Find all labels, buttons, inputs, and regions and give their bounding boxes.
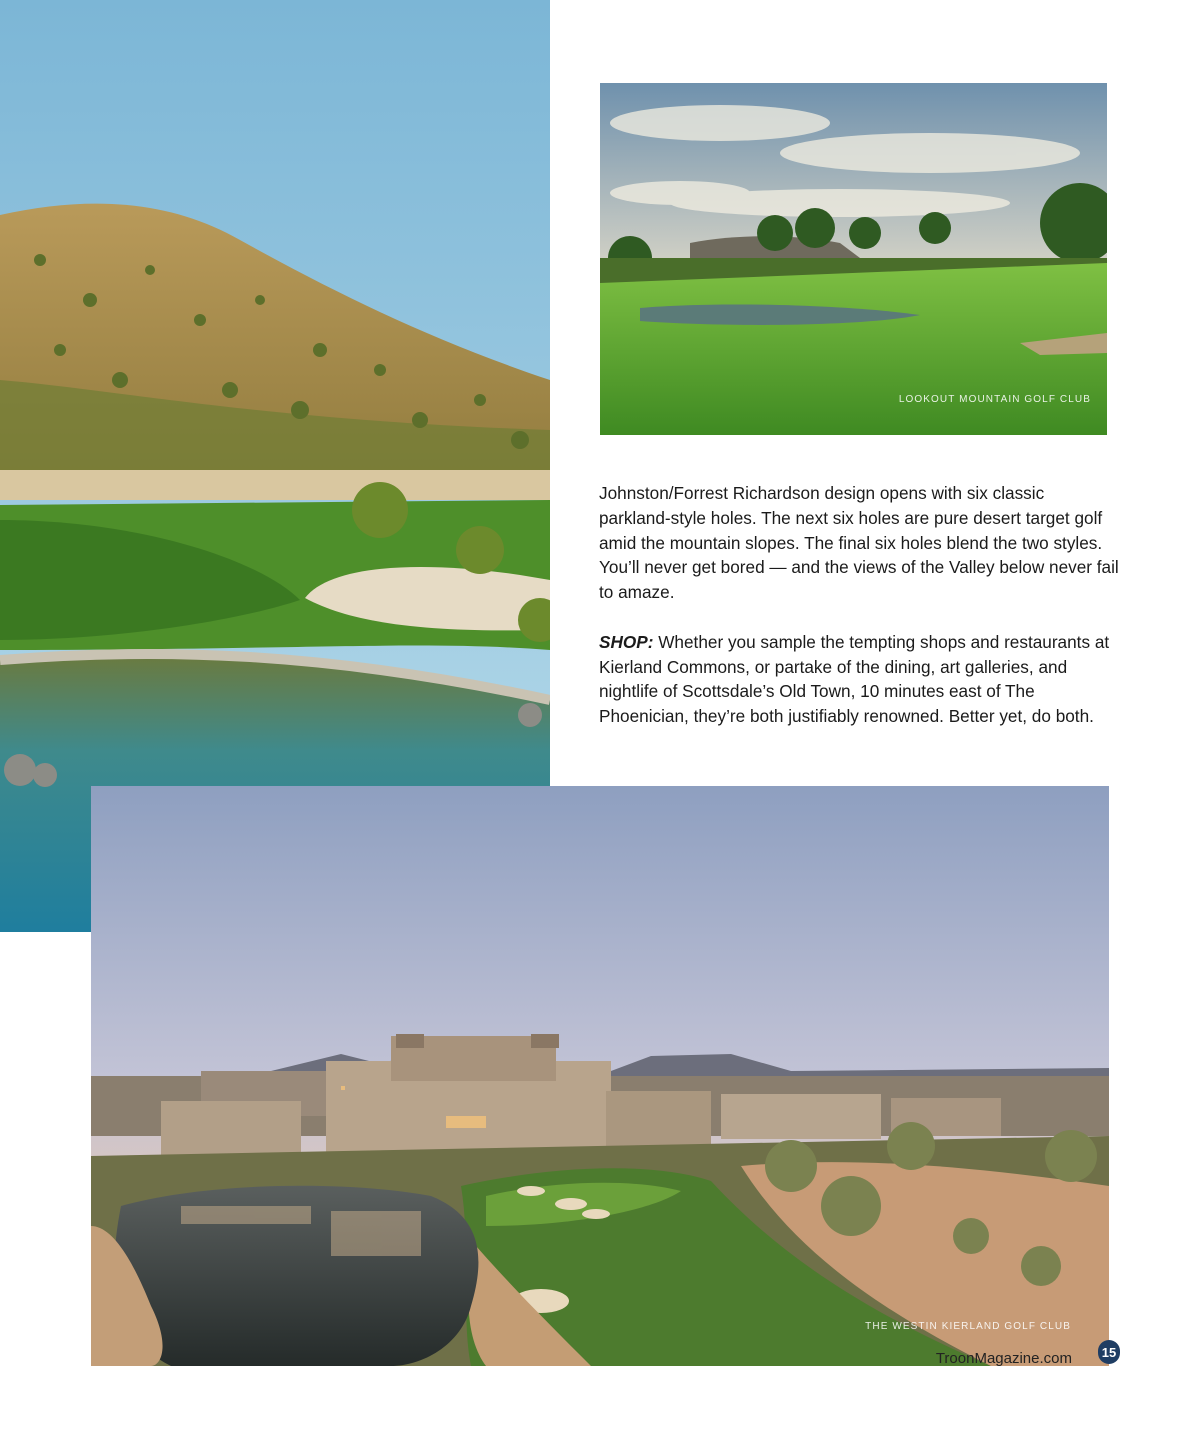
shop-label: SHOP:: [599, 631, 654, 652]
lookout-mountain-golf-photo: [600, 83, 1107, 435]
westin-kierland-golf-photo: [91, 786, 1109, 1366]
page-number-badge: 15: [1098, 1340, 1120, 1364]
article-paragraph-2: [599, 630, 1119, 729]
lookout-mountain-caption: LOOKOUT MOUNTAIN GOLF CLUB: [898, 394, 1091, 405]
article-body: [599, 481, 1119, 729]
article-paragraph-1: Johnston/Forrest Richardson design opens with six classic parkland-style holes. The next six holes are pure desert target golf amid the mountain slopes. The final six holes blend the two styles. You’ll never get bored — and the views of the Valley below never fail to amaze.: [599, 483, 1119, 603]
footer-website: TroonMagazine.com: [935, 1350, 1072, 1367]
shop-text: Whether you sample the tempting shops and restaurants at Kierland Commons, or partake of the dining, art galleries, and nightlife of Scottsdale’s Old Town, 10 minutes east of The Phoenician, they’re both justifiably renowned. Better yet, do both.: [599, 631, 1110, 727]
westin-kierland-caption: THE WESTIN KIERLAND GOLF CLUB: [865, 1321, 1071, 1332]
